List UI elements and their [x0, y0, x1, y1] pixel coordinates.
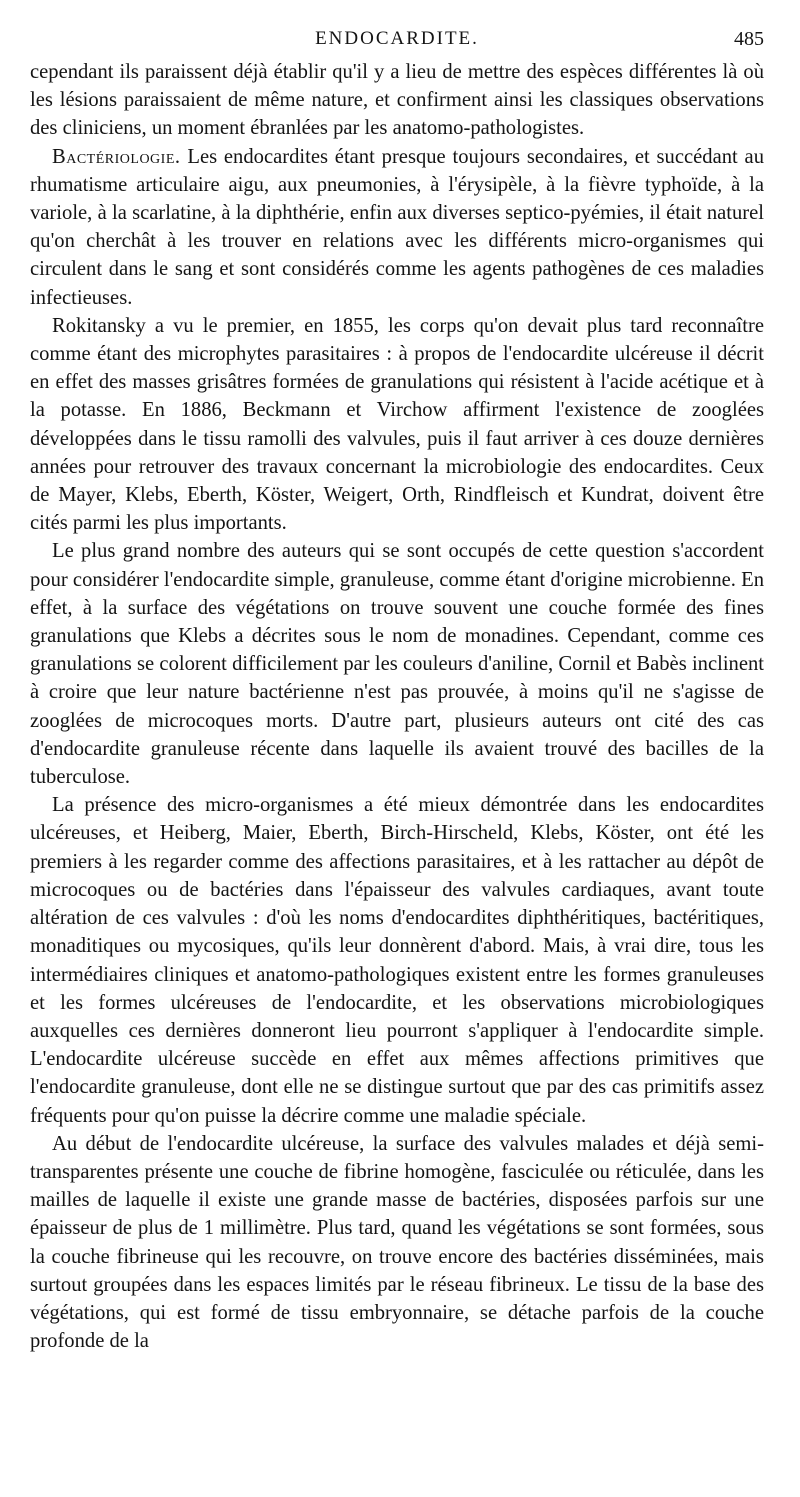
body-text: [30, 58, 764, 1355]
running-title: ENDOCARDITE.: [315, 28, 479, 49]
page-number: 485: [734, 28, 764, 50]
paragraph-rokitansky: Rokitansky a vu le premier, en 1855, les corps qu'on devait plus tard reconnaître comme étant des microphytes parasitaires : à propos de l'endocardite ulcéreuse il décrit en effet des masses grisâtres formées de granulations qui résistent à l'acide acétique et à la potasse. En 1886, Beckmann et Virchow affirment l'existence de zooglées développées dans le tissu ramolli des valvules, puis il faut arriver à ces douze dernières années pour retrouver des travaux concernant la microbiologie des endocardites. Ceux de Mayer, Klebs, Eberth, Köster, Weigert, Orth, Rindfleisch et Kundrat, doivent être cités parmi les plus importants.: [30, 314, 764, 535]
section-heading: Bactériologie.: [52, 145, 181, 168]
section-text: Les endocardites étant presque toujours secondaires, et succédant au rhumatisme articulaire aigu, aux pneumonies, à l'érysipèle, à la fièvre typhoïde, à la variole, à la scarlatine, à la diphthérie, enfin aux diverses septico-pyémies, il était naturel qu'on cherchât à les trouver en relations avec les différents micro-organismes qui circulent dans le sang et sont considérés comme les agents pathogènes de ces maladies infectieuses.: [30, 145, 764, 309]
paragraph-endocardites-ulcereuses: La présence des micro-organismes a été mieux démontrée dans les endocardites ulcéreuses, et Heiberg, Maier, Eberth, Birch-Hirscheld, Klebs, Köster, ont été les premiers à les regarder comme des affections parasitaires, et à les rattacher au dépôt de microcoques ou de bactéries dans l'épaisseur des valvules cardiaques, avant toute altération de ces valvules : d'où les noms d'endocardites diphthéritiques, bactéritiques, monaditiques ou mycosiques, qu'ils leur donnèrent d'abord. Mais, à vrai dire, tous les intermédiaires cliniques et anatomo-pathologiques existent entre les formes granuleuses et les formes ulcéreuses de l'endocardite, et les observations microbiologiques auxquelles ces dernières donneront lieu pourront s'appliquer à l'endocardite simple. L'endocardite ulcéreuse succède en effet aux mêmes affections primitives que l'endocardite granuleuse, dont elle ne se distingue surtout que par des cas primitifs assez fréquents pour qu'on puisse la décrire comme une maladie spéciale.: [30, 794, 764, 1127]
paragraph-bacteriologie: [30, 143, 764, 312]
paragraph-endocardite-simple: Le plus grand nombre des auteurs qui se sont occupés de cette question s'accordent pour considérer l'endocardite simple, granuleuse, comme étant d'origine microbienne. En effet, à la surface des végétations on trouve souvent une couche formée des fines granulations que Klebs a décrites sous le nom de monadines. Cependant, comme ces granulations se colorent difficilement par les couleurs d'aniline, Cornil et Babès inclinent à croire que leur nature bactérienne n'est pas prouvée, à moins qu'il ne s'agisse de zooglées de microcoques morts. D'autre part, plusieurs auteurs ont cité des cas d'endocardite granuleuse récente dans laquelle ils avaient trouvé des bacilles de la tuberculose.: [30, 540, 764, 789]
book-page: [30, 22, 764, 1355]
paragraph-debut-ulcereuse: Au début de l'endocardite ulcéreuse, la surface des valvules malades et déjà semi-transparentes présente une couche de fibrine homogène, fasciculée ou réticulée, dans les mailles de laquelle il existe une grande masse de bactéries, disposées parfois sur une épaisseur de plus de 1 millimètre. Plus tard, quand les végétations se sont formées, sous la couche fibrineuse qui les recouvre, on trouve encore des bactéries disséminées, mais surtout groupées dans les espaces limités par le réseau fibrineux. Le tissu de la base des végétations, qui est formé de tissu embryonnaire, se détache parfois de la couche profonde de la: [30, 1132, 764, 1353]
paragraph-continuation: cependant ils paraissent déjà établir qu'il y a lieu de mettre des espèces différentes là où les lésions paraissaient de même nature, et confirment ainsi les classiques observations des cliniciens, un moment ébranlées par les anatomo-pathologistes.: [30, 61, 764, 140]
running-header: [30, 22, 764, 52]
